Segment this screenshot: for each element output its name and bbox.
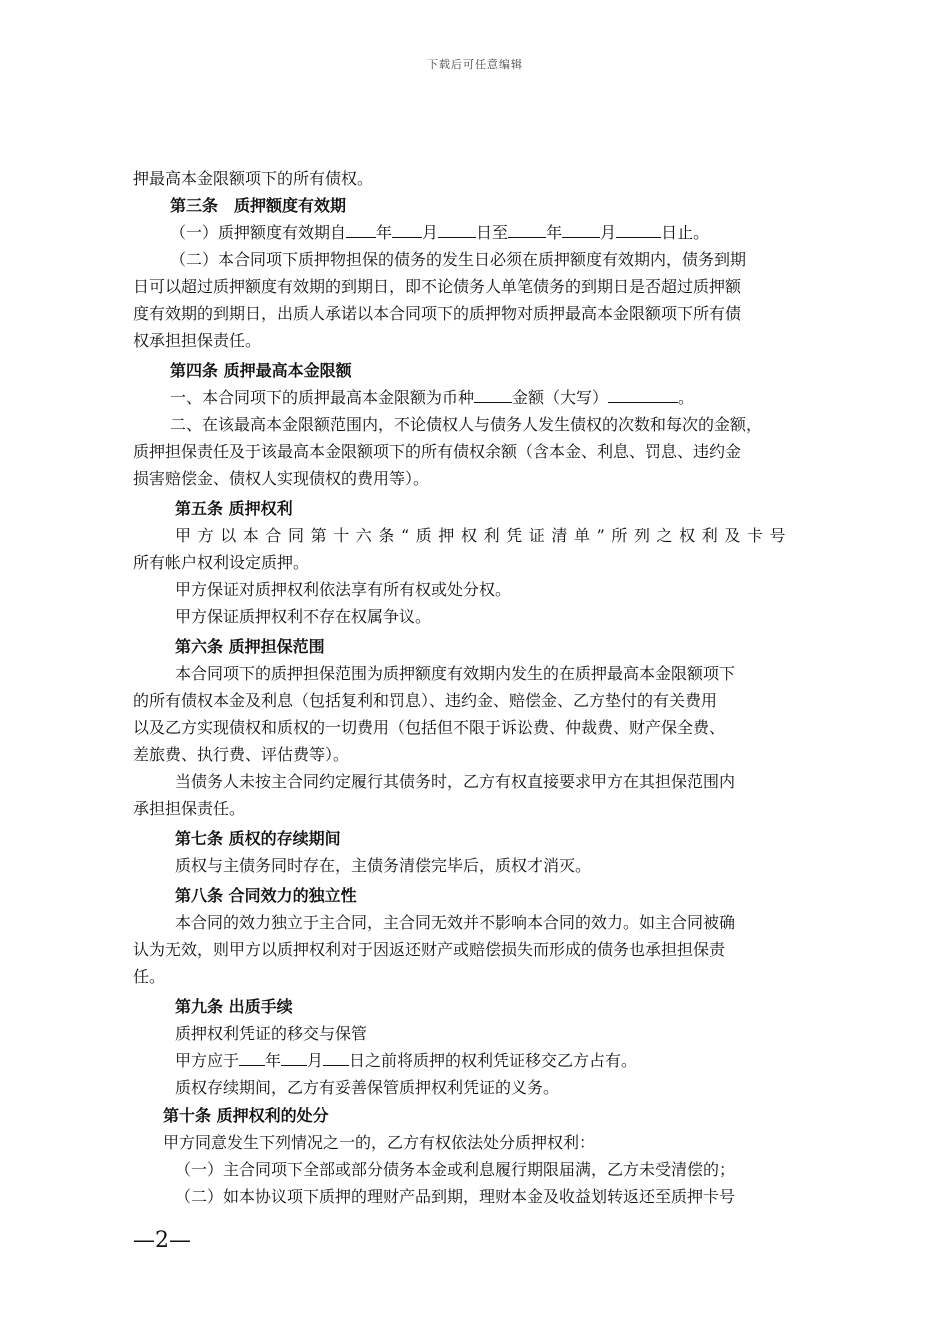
text-line: 差旅费、执行费、评估费等）。 xyxy=(133,745,350,764)
text-line: 质押权利凭证的移交与保管 xyxy=(175,1024,368,1043)
article-heading: 第九条 出质手续 xyxy=(175,997,293,1016)
blank-field xyxy=(239,1049,265,1066)
article-heading: 第十条 质押权利的处分 xyxy=(163,1106,329,1125)
page-number: —2— xyxy=(133,1228,191,1253)
text-line: 当债务人未按主合同约定履行其债务时，乙方有权直接要求甲方在其担保范围内 xyxy=(175,772,736,791)
blank-field xyxy=(392,221,422,238)
blank-field xyxy=(323,1049,349,1066)
text-line: 以及乙方实现债权和质权的一切费用（包括但不限于诉讼费、仲裁费、财产保全费、 xyxy=(133,718,726,737)
text-line: 甲方以本合同第十六条“质押权利凭证清单”所列之权利及卡号 xyxy=(175,526,793,545)
article-heading: 第六条 质押担保范围 xyxy=(175,637,325,656)
text-line: 任。 xyxy=(133,967,166,986)
blank-field xyxy=(281,1049,307,1066)
text-line: 质权与主债务同时存在，主债务清偿完毕后，质权才消灭。 xyxy=(175,856,592,875)
text-line: 甲方保证质押权利不存在权属争议。 xyxy=(175,607,432,626)
text-line: 质押担保责任及于该最高本金限额项下的所有债权余额（含本金、利息、罚息、违约金 xyxy=(133,442,742,461)
blank-field xyxy=(616,221,661,238)
text-line: 所有帐户权利设定质押。 xyxy=(133,553,310,572)
blank-field xyxy=(508,221,546,238)
text-line: （一）主合同项下全部或部分债务本金或利息履行期限届满，乙方未受清偿的； xyxy=(175,1160,736,1179)
text-line: 认为无效，则甲方以质押权利对于因返还财产或赔偿损失而形成的债务也承担担保责 xyxy=(133,940,726,959)
text-line: 的所有债权本金及利息（包括复利和罚息）、违约金、赔偿金、乙方垫付的有关费用 xyxy=(133,691,718,710)
blank-field xyxy=(562,221,600,238)
text-line: 甲方同意发生下列情况之一的，乙方有权依法处分质押权利： xyxy=(163,1133,596,1152)
text-line: 质权存续期间，乙方有妥善保管质押权利凭证的义务。 xyxy=(175,1078,560,1097)
page-header: 下载后可任意编辑 xyxy=(427,58,523,71)
text-line: 权承担担保责任。 xyxy=(133,331,262,350)
text-line: 损害赔偿金、债权人实现债权的费用等）。 xyxy=(133,469,430,488)
blank-field xyxy=(474,386,512,403)
text-line: 甲方保证对质押权利依法享有所有权或处分权。 xyxy=(175,580,512,599)
article-heading: 第五条 质押权利 xyxy=(175,499,293,518)
blank-field xyxy=(608,386,678,403)
article-heading: 第四条 质押最高本金限额 xyxy=(170,361,352,380)
text-line: 甲方应于 年 月 日之前将质押的权利凭证移交乙方占有。 xyxy=(175,1051,638,1070)
text-line: （二）本合同项下质押物担保的债务的发生日必须在质押额度有效期内，债务到期 xyxy=(170,250,747,269)
text-line: 押最高本金限额项下的所有债权。 xyxy=(133,169,374,188)
text-line: （二）如本协议项下质押的理财产品到期，理财本金及收益划转返还至质押卡号 xyxy=(175,1187,736,1206)
blank-field xyxy=(346,221,376,238)
text-line: 一、本合同项下的质押最高本金限额为币种 金额（大写） 。 xyxy=(170,388,695,407)
text-line: （一）质押额度有效期自 年 月 日至 年 月 日止。 xyxy=(170,223,710,242)
text-line: 承担担保责任。 xyxy=(133,799,246,818)
article-heading: 第七条 质权的存续期间 xyxy=(175,829,341,848)
blank-field xyxy=(438,221,476,238)
text-line: 本合同项下的质押担保范围为质押额度有效期内发生的在质押最高本金限额项下 xyxy=(175,664,736,683)
text-line: 本合同的效力独立于主合同，主合同无效并不影响本合同的效力。如主合同被确 xyxy=(175,913,736,932)
text-line: 度有效期的到期日，出质人承诺以本合同项下的质押物对质押最高本金限额项下所有债 xyxy=(133,304,742,323)
text-line: 二、在该最高本金限额范围内，不论债权人与债务人发生债权的次数和每次的金额， xyxy=(170,415,763,434)
article-heading: 第八条 合同效力的独立性 xyxy=(175,886,357,905)
article-heading: 第三条 质押额度有效期 xyxy=(170,196,347,215)
text-line: 日可以超过质押额度有效期的到期日，即不论债务人单笔债务的到期日是否超过质押额 xyxy=(133,277,742,296)
